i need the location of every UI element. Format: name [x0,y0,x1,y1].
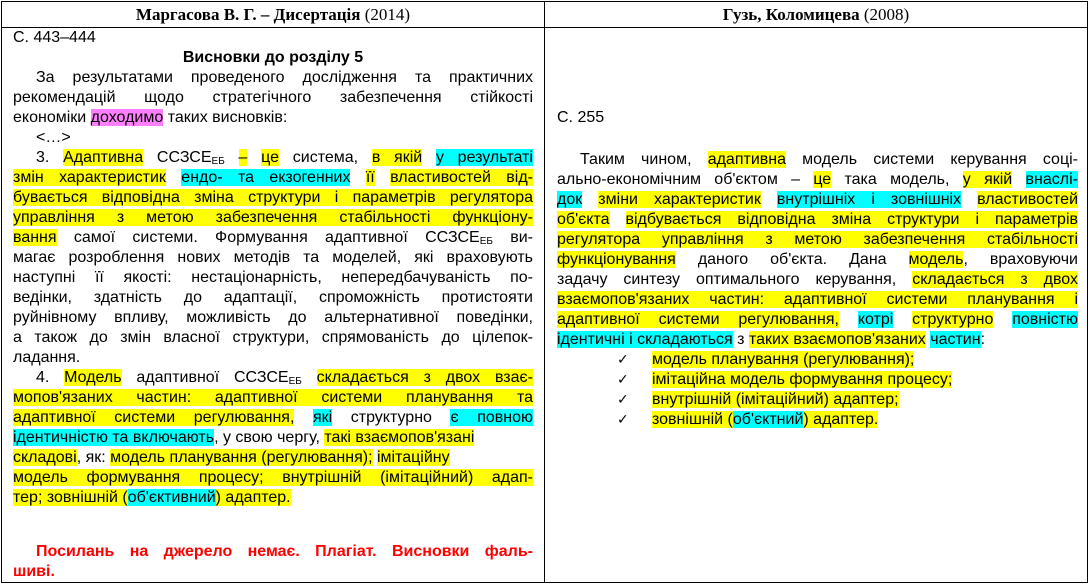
right-line: об'єкта відбувається відповідна зміна структури і параметрів [557,211,1078,228]
right-year: (2008) [863,5,910,24]
left-line: управління з метою забезпечення стабільності функціону- [13,209,533,226]
right-line: задачу синтезу оптимального керування, складається з двох [557,271,1078,288]
right-line: Таким чином, адаптивна модель системи керування соці- [580,151,1078,168]
right-line: ально-економічним об'єктом – це така модель, у якій внаслі- [557,171,1078,188]
left-line: а також до змін власної структури, спрямованість до цілепок- [13,329,533,346]
left-line: мопов'язаних частин: адаптивної системи планування та [13,389,533,406]
left-line: адаптивної системи регулювання, які структурно є повною [13,409,533,426]
check-icon: ✓ [617,392,629,408]
left-line: ладання. [13,349,81,366]
list-item: зовнішній (об'єктний) адаптер. [652,411,879,428]
right-column [545,28,1087,582]
header-left [2,2,545,28]
left-line: руйнівному впливу, можливість до альтернативної поведінки, [13,309,533,326]
left-line: економіки доходимо таких висновків: [13,109,288,126]
check-icon: ✓ [617,412,629,428]
plagiarism-verdict: Посилань на джерело немає. Плагіат. Висновки фаль- [36,543,533,560]
left-column [2,28,545,582]
left-line: вання самої системи. Формування адаптивної $ССЗСЕ_{ЕБ}$ ви- [13,229,533,247]
plagiarism-verdict-end: шиві. [13,563,55,580]
right-author: Гузь, Коломицева [722,5,860,24]
left-line: <…> [36,129,71,146]
left-line: модель формування процесу; внутрішній (імітаційний) адап- [13,469,533,486]
left-line: магає розроблення нових методів та моделей, які враховують [13,249,533,266]
right-page-ref: С. 255 [557,109,605,126]
left-line: наступні її якості: нестаціонарність, непередбачуваність по- [13,269,533,286]
right-line: док зміни характеристик внутрішніх і зовнішніх властивостей [557,191,1079,208]
list-item: внутрішній (імітаційний) адаптер; [652,391,899,408]
left-line: ведінки, здатність до адаптації, спроможність протистояти [13,289,533,306]
check-icon: ✓ [617,372,629,388]
comparison-table [1,1,1088,583]
left-year: (2014) [364,5,411,24]
left-line: За результатами проведеного дослідження та практичних [36,69,533,86]
left-line: складові, як: модель планування (регулювання); імітаційну [13,449,450,466]
left-line: 4. Модель адаптивної $ССЗСЕ_{ЕБ}$ складається з двох взає- [36,369,533,387]
list-item: імітаційна модель формування процесу; [652,371,953,388]
left-page-ref: С. 443–444 [13,29,96,46]
left-line: бувається відповідна зміна структури і параметрів регулятора [13,189,533,206]
left-heading: Висновки до розділу 5 [182,49,364,66]
right-line: регулятора управління з метою забезпечення стабільності [557,231,1078,248]
list-item: модель планування (регулювання); [652,351,915,368]
right-line: ідентичні і складаються з таких взаємопов'язаних частин: [557,331,986,348]
left-line: змін характеристик ендо- та екзогенних її властивостей від- [13,169,534,186]
check-icon: ✓ [617,352,629,368]
header-right [545,2,1087,28]
left-author: Маргасова В. Г. – Дисертація [135,5,361,24]
left-line: тер; зовнішній (об'єктивний) адаптер. [13,489,291,506]
right-line: взаємопов'язаних частин: адаптивної системи планування і [557,291,1078,308]
left-line: рекомендацій щодо стратегічного забезпечення стійкості [13,89,533,106]
right-line: адаптивної системи регулювання, котрі структурно повністю [557,311,1078,328]
left-line: 3. Адаптивна $ССЗСЕ_{ЕБ}$ – це система, в якій у результаті [36,149,533,167]
left-line: ідентичністю та включають, у свою чергу, такі взаємопов'язані [13,429,475,446]
right-line: функціонування даного об'єкта. Дана модель, враховуючи [557,251,1078,268]
